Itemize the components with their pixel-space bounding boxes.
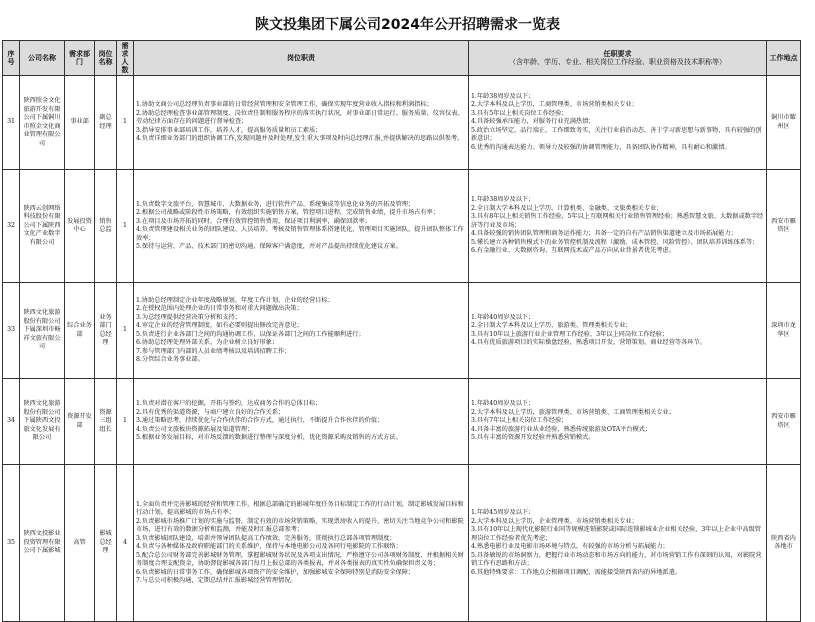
row-position: 副总经理	[95, 76, 117, 170]
header-requirements-sub: （含年龄、学历、专业、相关岗位工作经验、职业资格及技术职称等）	[509, 58, 726, 66]
row-duties-line: 1.协助文商公司总经理负责事业部的日常经营管理和安全管理工作，确保实现年度营业收入指标和利润指标；	[136, 101, 433, 109]
row-requirements-line: 1.年龄38周岁及以下；	[471, 196, 535, 204]
row-duties-line: 6.协助总经理处理外部关系，为企业树立良好形象；	[136, 339, 279, 346]
row-requirements-line: 4.具备较强承压能力，对服务行业充满热情；	[471, 118, 595, 126]
row-dept: 发展投资中心	[65, 170, 95, 283]
row-requirements-line: 1.年龄40周岁及以下；	[471, 313, 535, 321]
row-requirements-line: 2.全日制大学本科及以上学历，旅游类、管理类相关专业；	[471, 322, 632, 329]
header-seq: 序号	[3, 41, 20, 76]
row-dept: 事业部	[65, 76, 95, 170]
row-requirements-line: 6.其他特殊要求：工作地点会根据项目调配，需能接受陕西省内的异地派遣。	[471, 568, 682, 576]
row-duties-line: 5.配合总公司财务部完善影城财务管理，掌握影城财务状况及各项支出情况，严格遵守公司各项财务制度，并根据相关财务制度合理支配资金，协助督促影城各部门每月上报总部的各类报表，并对各类报表的真实性负确保担责义务；	[136, 551, 464, 567]
row-requirements-line: 4.具备较强的销售团队管理和商务运作能力；具备一定的自有产品销售渠道建立及市场拓展能力；	[471, 230, 737, 238]
row-position: 销售总监	[95, 170, 117, 283]
row-duties	[134, 170, 469, 283]
row-dept: 高管	[65, 465, 95, 622]
table-row	[3, 283, 801, 379]
row-position: 业务部门总经理	[95, 283, 117, 379]
row-requirements-line: 5.具有丰富的资源开发经验并熟悉营销模式。	[471, 434, 595, 442]
row-requirements-line: 3.具有8年以上相关销售工作经验，5年以上互联网相关行业销售管理经验；熟悉智慧文旅、大数据或数字经济等行业及市场；	[471, 213, 764, 229]
row-requirements	[469, 170, 767, 283]
row-company: 陕西文投影业投资管理有限公司下属影城	[20, 465, 65, 622]
row-headcount: 1	[117, 170, 134, 283]
row-duties-line: 4.负责管理建设相关业务的团队建设、人员培养、考核及销售管理体系搭建优化，管理项目实施团队，提升团队整体工作效率；	[136, 226, 464, 242]
row-seq: 32	[3, 170, 20, 283]
row-requirements	[469, 379, 767, 465]
row-requirements-line: 5.政治立场坚定，品行端正，工作细致务实，关注行业前沿动态，善于学习新思想与新事物，具有较强的创新意识；	[471, 126, 762, 143]
recruitment-table	[2, 40, 801, 622]
row-location: 深圳市龙华区	[767, 283, 801, 379]
row-duties-line: 5.保持与运营、产品、技术部门的密切沟通，保障客户满意度，并对产品提出持续优化建议方案。	[136, 243, 402, 250]
header-company: 公司名称	[20, 41, 65, 76]
row-duties-line: 7.与总公司积极沟通，定期总结并汇报影城经营管理情况。	[136, 577, 297, 584]
header-headcount: 需求人数	[117, 41, 134, 76]
row-duties	[134, 379, 469, 465]
row-requirements-line: 6.有金融行业、大数据咨询、互联网技术或产品方向从业背景者优先考虑。	[471, 247, 675, 255]
row-requirements-line: 1.年龄38周岁及以下；	[471, 92, 535, 100]
row-headcount: 1	[117, 379, 134, 465]
row-location: 陕西省内各地市	[767, 465, 801, 622]
row-location: 铜川市耀州区	[767, 76, 801, 170]
row-requirements-line: 4.具有优质旅游项目的实际操盘经验，熟悉项目开发、营销策划、商业经营等各环节。	[471, 339, 706, 346]
row-headcount: 4	[117, 465, 134, 622]
header-requirements-title: 任职要求	[603, 50, 632, 58]
row-duties-line: 2.协助总经理检查事业部管理制度、岗位责任制和服务程序的落实执行状况，对事业部日常运行、服务质量、仪容仪表、劳动纪律方面存在的问题进行督导检查；	[136, 109, 464, 126]
row-requirements-line: 3.具有7年以上相关岗位工作经验；	[471, 417, 568, 425]
row-duties-line: 4.审定企业的经营管理制度，如有必要则提出修改完善意见；	[136, 322, 303, 329]
row-requirements-line: 3.具有10年以上旅游行业企业管理工作经验，3年以上同岗位工作经验；	[471, 330, 669, 338]
row-duties-line: 3.在项目及市场开拓的同时，合理有效管控销售费用，保证项目利润率，确保回款率；	[136, 217, 371, 225]
row-requirements	[469, 283, 767, 379]
row-duties-line: 3.指导安排事业部培训工作，培养人才，提高服务质量和员工素质；	[136, 126, 322, 134]
row-seq: 33	[3, 283, 20, 379]
row-duties-line: 2.在授权范围内处理企业的日常事务和对重大问题做出决策；	[136, 305, 303, 312]
row-duties-line: 3.通过策略思考，持续优化与合作伙伴的合作方式，通过执行，不断提升合作伙伴的价值；	[136, 417, 384, 425]
row-duties-line: 6.负责影城的日常事务工作，确保影城各项资产的安全维护，加强影城安全保障特别是消防安全保障；	[136, 568, 415, 576]
row-duties-line: 1.负责对潜在客户的挖掘，开拓与签约，达成商务合作的总体目标；	[136, 400, 322, 408]
header-row	[3, 41, 801, 76]
row-seq: 35	[3, 465, 20, 622]
header-requirements	[469, 41, 767, 76]
row-requirements-line: 5.懂长建立各种销售模式下的业务管控机制及流程（激励、成本管控、风险管控）、团队培养训练体系等；	[471, 238, 759, 246]
row-location: 西安市雁塔区	[767, 379, 801, 465]
table-row	[3, 76, 801, 170]
row-company: 陕西云创网络科技股份有限公司下属陕西文化产业数字有限公司	[20, 170, 65, 283]
row-duties-line: 7.参与管理部门内部的人员业绩考核以及培训招聘工作；	[136, 347, 291, 355]
row-duties	[134, 283, 469, 379]
row-duties-line: 2.根据公司战略或阶段性市场策略，有效组织实施销售方案，管控项目进程，完成销售业绩，提升市场占有率；	[136, 209, 439, 216]
row-headcount: 1	[117, 283, 134, 379]
row-seq: 34	[3, 379, 20, 465]
row-duties-line: 2.具有优秀的渠道资源，与商户建立良好的合作关系；	[136, 408, 285, 416]
row-requirements-line: 2.大学本科及以上学历，工商管理类、市场营销类相关专业；	[471, 101, 638, 109]
row-requirements-line: 5.具备敏锐的市场洞察力，把握行业市场动态和市场方向的能力，对市场营销工作有深刻的认知，对影院营销工作有思路和方法；	[471, 551, 762, 567]
row-duties-line: 2.负责影城市场推广计划的实施与监督，制定有效的市场营销策略，实现票房收入的提升，密切关注当地竞争公司和影院市场，进行有效的数据分析和监测，并能及时汇报总部参考；	[136, 517, 464, 533]
row-duties-line: 1.协助总经理制定企业年度战略规划、年度工作计划、企业的经营目标；	[136, 296, 334, 304]
row-requirements-line: 4.具备丰富的旅游行业从业经验，熟悉传统旅游及OTA平台模式；	[471, 425, 652, 433]
row-dept: 资源开发部	[65, 379, 95, 465]
header-position: 岗位名称	[95, 41, 117, 76]
row-requirements-line: 6.优秀的沟通表达能力、领导力及较强的协调管理能力，具备团队协作精神，具有耐心和激情。	[471, 143, 731, 151]
row-location: 西安市雁塔区	[767, 170, 801, 283]
row-seq: 31	[3, 76, 20, 170]
row-duties-line: 4.负责公司文旅板块资源拓展及渠道管理；	[136, 425, 254, 433]
row-duties-line: 4.负责与各种媒体及政府职能部门的关系维护，保持与本地电影公司及各同行电影院的工作联络；	[136, 543, 402, 550]
row-dept: 综合业务部	[65, 283, 95, 379]
row-requirements-line: 1.年龄45周岁及以下；	[471, 509, 535, 516]
table-row	[3, 170, 801, 283]
row-duties-line: 5.根据业务发展目标，对市场反馈的数据进行整理与深度分析，优化资源采购及销售的方式方法。	[136, 434, 402, 442]
table-row	[3, 465, 801, 622]
row-duties-line: 3.负责影城团队建设、培训并领导团队提高工作绩效，完善服务，贯彻执行总部各项管理制度；	[136, 534, 396, 542]
row-requirements	[469, 76, 767, 170]
row-requirements-line: 1.年龄40周岁及以下；	[471, 400, 535, 408]
row-duties-line: 3.为总经理提供经营决策分析和支持；	[136, 313, 241, 321]
row-company: 陕西文化旅游股份有限公司下属深圳市畅祥文旅有限公司	[20, 283, 65, 379]
row-requirements-line: 2.大学本科及以上学历，企业管理类、市场营销类相关专业；	[471, 517, 638, 525]
row-duties	[134, 76, 469, 170]
row-duties-line: 4.负责详细业务部门的组织协调工作,发现问题并及时处理,发生重大事项及时向总经理汇报,并提供解决的思路以供参考。	[136, 135, 464, 143]
row-company: 陕西照金文化旅游开发有限公司下属铜川市照金文化商业管理有限公司	[20, 76, 65, 170]
row-duties-line: 8.分管综合业务事业部。	[136, 356, 204, 363]
page-title: 陕文投集团下属公司2024年公开招聘需求一览表	[255, 17, 560, 33]
row-duties	[134, 465, 469, 622]
row-requirements-line: 2.大学本科及以上学历，旅游管理类、市场营销类、工商管理类相关专业；	[471, 408, 675, 416]
row-requirements-line: 3.具有5年以上相关岗位工作经验；	[471, 109, 568, 117]
row-duties-line: 5.负责进行企业各部门之间的沟通协调工作，以保证各部门之间的工作能顺利进行；	[136, 330, 365, 338]
row-requirements-line: 2.全日制大学本科及以上学历，计算机类、金融类、文旅类相关专业；	[471, 204, 663, 212]
row-position: 资源三组组长	[95, 379, 117, 465]
header-location: 工作地点	[767, 41, 801, 76]
table-row	[3, 379, 801, 465]
row-headcount: 1	[117, 76, 134, 170]
header-dept: 需求部门	[65, 41, 95, 76]
header-duties: 岗位职责	[134, 41, 469, 76]
row-requirements-line: 4.熟悉电影行业及电影市场环境与特点，有较强的市场分析与拓展能力；	[471, 543, 669, 550]
row-position: 影城总经理	[95, 465, 117, 622]
row-company: 陕西文化旅游股份有限公司下属陕西文投旅文化发展有限公司	[20, 379, 65, 465]
row-requirements	[469, 465, 767, 622]
row-duties-line: 1.负责数字文旅平台、智慧城市、大数据业务，进行软件产品、系统集成等信息化业务的开拓及管理；	[136, 200, 415, 208]
row-duties-line: 1.全面负责并完善影城的经营和管理工作，根据总部确定的影城年度任务目标制定工作的行动计划，制定影城发展目标和行动计划，提高影城的市场占有率；	[136, 500, 464, 516]
row-requirements-line: 3.具有10年以上现代化影院行业同等规模连锁影院或国际连锁影城业企业相关经验，3年以上企业中高级管理岗位工作经验者优先考虑；	[471, 526, 761, 542]
